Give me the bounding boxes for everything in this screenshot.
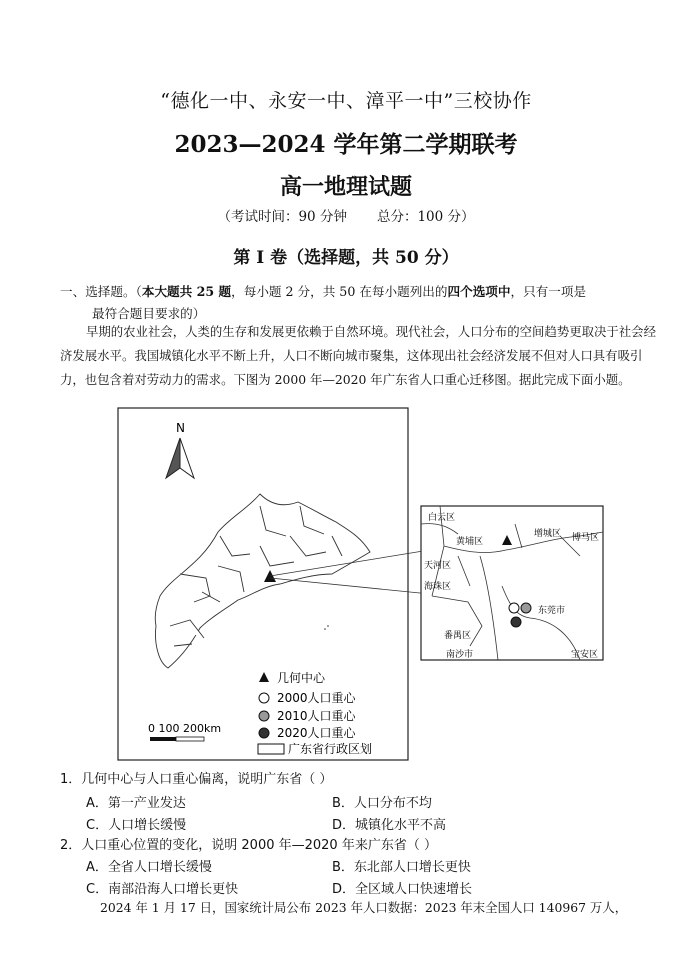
q2-option-b[interactable]: B．东北部人口增长更快 [332,860,471,875]
triangle-icon [259,672,269,682]
guangdong-outline [155,494,370,668]
q1-option-a[interactable]: A．第一产业发达 [86,796,186,811]
q2-option-c[interactable]: C．南部沿海人口增长更快 [86,882,239,897]
inset-label: 黄埔区 [456,537,484,547]
black-circle-icon [259,728,269,738]
section-heading: 一、选择题。（本大题共 25 题，每小题 2 分，共 50 在每小题列出的四个选项中，只有一项是 最符合题目要求的） [60,284,587,321]
legend-item: 2020人口重心 [277,726,356,740]
school-collaboration-title: “德化一中、永安一中、漳平一中”三校协作 [160,90,532,112]
inset-label: 天河区 [424,561,452,571]
passage-text: 早期的农业社会，人类的生存和发展更依赖于自然环境。现代社会，人口分布的空间趋势更取决于社会经济发展水平。我国城镇化水平不断上升，人口不断向城市聚集，这体现出社会经济发展不但对人口具有吸引力，也包含着对劳动力的需求。下图为 2000 年—2020 年广东省人口重心迁移图。据此完成下面小题。 [60,324,656,387]
scale-label: 0 100 200km [148,722,222,735]
exam-time: （考试时间：90 分钟 [217,209,347,225]
inset-label: 番禺区 [444,631,472,641]
question-2-stem: 2．人口重心位置的变化，说明 2000 年—2020 年来广东省（ ） [60,838,437,853]
q2-option-d[interactable]: D．全区域人口快速增长 [332,882,473,897]
q1-option-b[interactable]: B．人口分布不均 [332,796,432,811]
exam-score: 总分：100 分） [376,209,475,225]
center-2010-marker [521,603,531,613]
question-1-stem: 1．几何中心与人口重心偏离，说明广东省（ ） [60,772,333,787]
subject-title: 高一地理试题 [279,174,412,200]
legend-item: 几何中心 [277,671,326,685]
gray-circle-icon [259,711,269,721]
inset-label: 东莞市 [538,606,566,616]
north-label: N [176,421,185,435]
q2-option-a[interactable]: A．全省人口增长缓慢 [86,860,212,875]
q1-option-c[interactable]: C．人口增长缓慢 [86,818,187,833]
inset-label: 增城区 [534,529,562,539]
inset-label: 宝安区 [571,650,599,660]
exam-title: 2023—2024 学年第二学期联考 [174,131,518,158]
exam-info [0,205,692,225]
legend-item: 广东省行政区划 [288,742,373,756]
legend-item: 2000人口重心 [277,691,356,705]
legend-item: 2010人口重心 [277,709,356,723]
white-circle-icon [259,693,269,703]
inset-label: 博马区 [572,533,600,543]
north-arrow-icon [166,421,194,478]
part1-title: 第 I 卷（选择题，共 50 分） [233,248,459,268]
inset-label: 海珠区 [424,582,452,592]
center-2000-marker [509,603,519,613]
population-center-map [110,406,670,766]
scale-bar [148,722,221,741]
inset-label: 白云区 [428,513,456,523]
inset-label: 南沙市 [446,650,474,660]
map-legend [258,670,372,756]
inset-map [421,506,603,660]
next-passage-line: 2024 年 1 月 17 日，国家统计局公布 2023 年人口数据：2023 年末全国人口 140967 万人， [100,900,628,915]
center-2020-marker [511,617,521,627]
rect-icon [258,744,284,754]
q1-option-d[interactable]: D．城镇化水平不高 [332,818,447,833]
